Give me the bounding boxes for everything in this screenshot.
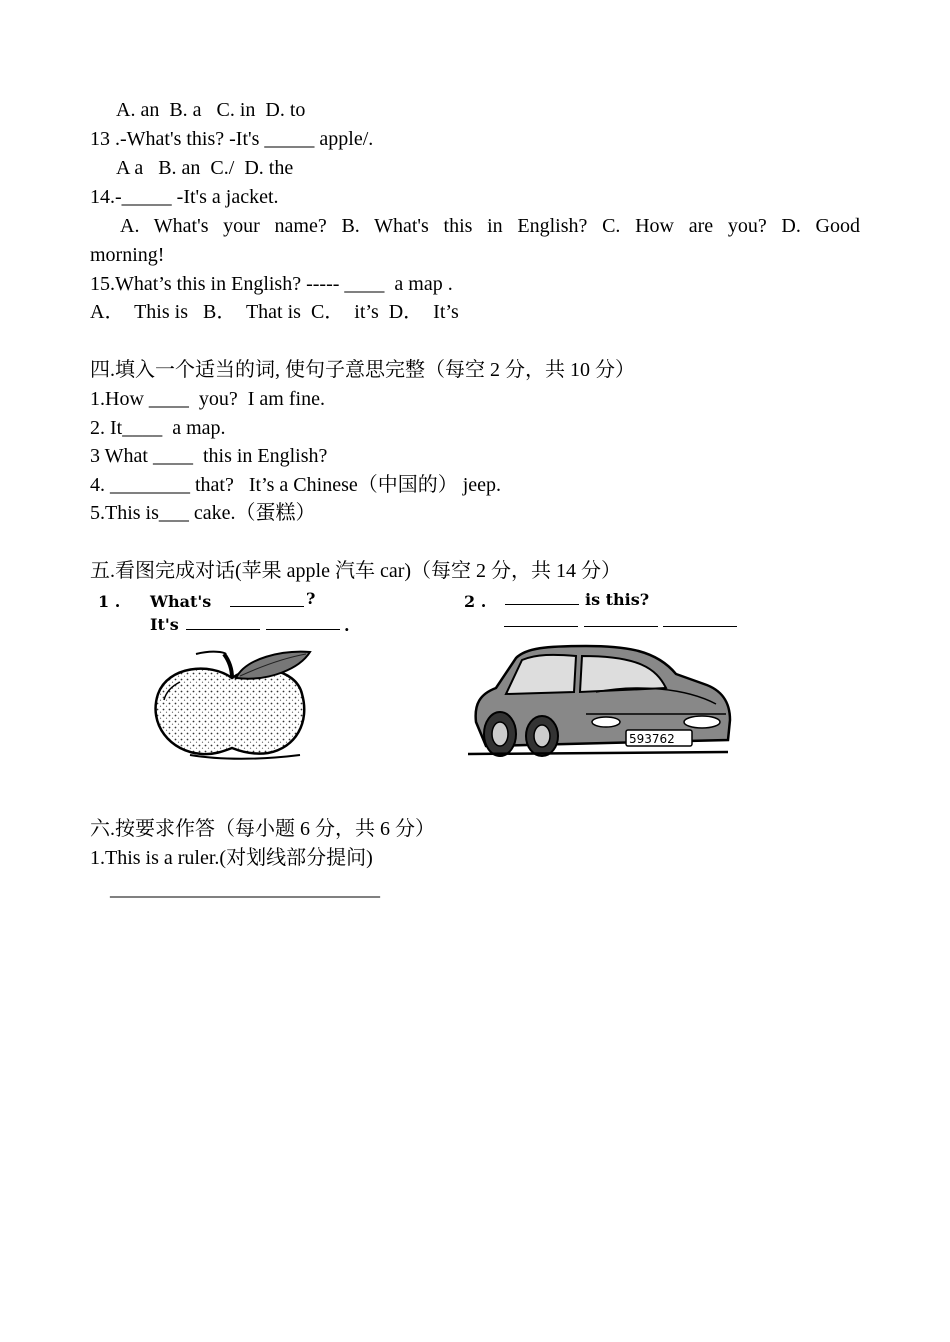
q13-options: A a B. an C./ D. the	[116, 157, 294, 179]
section-4-item-5: 5.This is___ cake.（蛋糕）	[90, 502, 316, 524]
pic1-blank-row1	[230, 592, 304, 611]
apple-image	[150, 648, 320, 760]
question-13: 13 .-What's this? -It's _____ apple/.	[90, 128, 374, 150]
section-4-item-1: 1.How ____ you? I am fine.	[90, 388, 325, 410]
section-6-answer-line: ___________________________	[110, 878, 380, 900]
svg-text:593762: 593762	[629, 732, 675, 746]
pic1-question-mark: ?	[306, 589, 316, 608]
question-15: 15.What’s this in English? ----- ____ a map .	[90, 273, 453, 295]
section-5-heading: 五.看图完成对话(苹果 apple 汽车 car)（每空 2 分，共 14 分）	[90, 560, 622, 582]
section-4-item-2: 2. It____ a map.	[90, 417, 226, 439]
pic2-blanks-row2	[504, 612, 737, 631]
q14-options-line2: morning!	[90, 244, 165, 266]
pic1-period: .	[344, 616, 350, 635]
q12-options: A. an B. a C. in D. to	[116, 99, 306, 121]
pic2-number: 2 .	[464, 592, 487, 611]
section-4-item-4: 4. ________ that? It’s a Chinese（中国的） jeep.	[90, 474, 502, 496]
car-image	[466, 644, 736, 760]
section-4-item-3: 3 What ____ this in English?	[90, 445, 328, 467]
pic2-blank-row1	[505, 590, 579, 609]
pic1-blanks-row2	[186, 615, 340, 634]
section-6-item-1: 1.This is a ruler.(对划线部分提问)	[90, 847, 373, 869]
pic1-number: 1 .	[98, 592, 121, 611]
section-4-heading: 四.填入一个适当的词, 使句子意思完整（每空 2 分，共 10 分）	[90, 359, 635, 381]
section-6-heading: 六.按要求作答（每小题 6 分，共 6 分）	[90, 818, 435, 840]
q14-options-line1: A. What's your name? B. What's this in English? C. How are you? D. Good	[120, 215, 860, 237]
question-14: 14.-_____ -It's a jacket.	[90, 186, 279, 208]
pic1-answer: It's	[150, 615, 179, 634]
pic1-question: What's	[150, 592, 212, 611]
q15-options: A． This is B． That is C． it’s D． It’s	[90, 301, 459, 323]
pic2-question: is this?	[585, 590, 650, 609]
